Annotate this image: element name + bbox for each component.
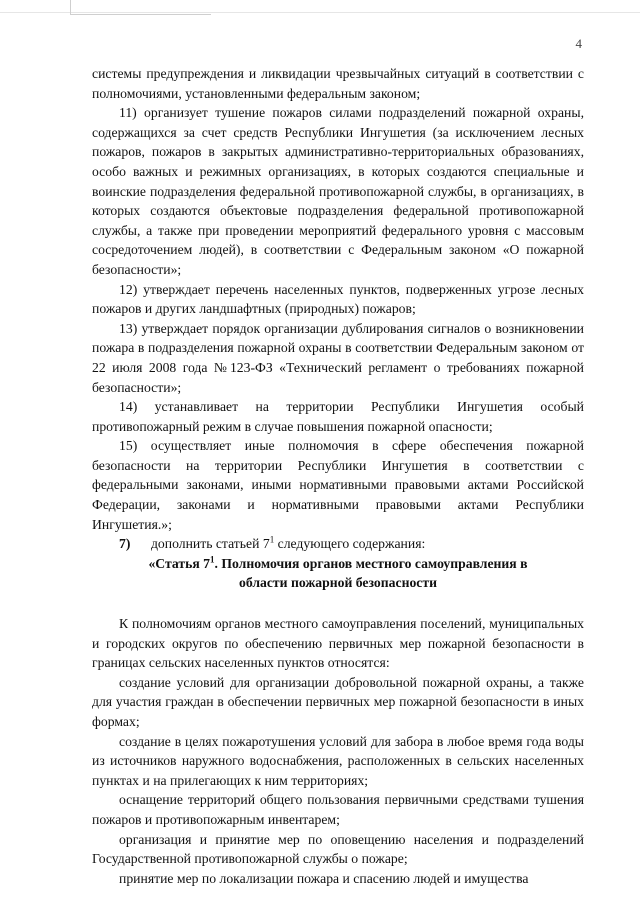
- paragraph-item-13: 13) утверждает порядок организации дублирования сигналов о возникновении пожара в подразделения пожарной охраны в соответствии Федеральным законом от 22 июля 2008 года №123-ФЗ «Технический регламент о требованиях пожарной безопасности»;: [92, 320, 584, 395]
- scan-artifact: [70, 0, 211, 15]
- article-bullet-4: организация и принятие мер по оповещению населения и подразделений Государственной противопожарной службы о пожаре;: [92, 831, 584, 867]
- article-bullet-3: оснащение территорий общего пользования первичными средствами тушения пожаров и противопожарным инвентарем;: [92, 792, 584, 827]
- item-7-text-after: следующего содержания:: [274, 536, 426, 552]
- article-heading: [92, 554, 584, 593]
- article-heading-sup: 1: [210, 554, 215, 565]
- paragraph-item-7: [92, 534, 584, 554]
- article-heading-title-2: области пожарной безопасности: [238, 575, 437, 591]
- paragraph-item-15: 15) осуществляет иные полномочия в сфере обеспечения пожарной безопасности на территории Республики Ингушетия в соответствии с федеральными законами, иными нормативными правовыми актами Российской Федерации, законами и нормативными правовыми актами Республики Ингушетия.»;: [92, 438, 584, 532]
- article-heading-prefix: «Статья 7: [148, 555, 211, 571]
- paragraph-continuation: системы предупреждения и ликвидации чрезвычайных ситуаций в соответствии с полномочиями, установленными федеральным законом;: [92, 66, 584, 101]
- paragraph-item-11: 11) организует тушение пожаров силами подразделений пожарной охраны, содержащихся за счет средств Республики Ингушетия (за исключением лесных пожаров, пожаров в закрытых административно-территориальных образованиях, особо важных и режимных организациях, в которых создаются специальные и воинские подразделения федеральной противопожарной службы, в организациях, в которых создаются объектовые подразделения федеральной противопожарной службы, а также при проведении мероприятий федерального уровня с массовым сосредоточением людей), в соответствии с Федеральным законом «О пожарной безопасности»;: [92, 105, 584, 277]
- page-number: 4: [575, 36, 582, 51]
- paragraph-item-12: 12) утверждает перечень населенных пунктов, подверженных угрозе лесных пожаров и других ландшафтных (природных) пожаров;: [92, 281, 584, 317]
- article-bullet-2: создание в целях пожаротушения условий для забора в любое время года воды из источников наружного водоснабжения, расположенных в сельских населенных пунктах и на прилегающих к ним территориях;: [92, 733, 584, 788]
- spacer: [92, 593, 584, 614]
- item-7-number: 7): [119, 536, 131, 552]
- item-7-text: дополнить статьей 7: [150, 536, 270, 552]
- article-bullet-5: принятие мер по локализации пожара и спасению людей и имущества: [119, 870, 529, 886]
- article-intro: К полномочиям органов местного самоуправления поселений, муниципальных и городских округов по обеспечению первичных мер пожарной безопасности в границах сельских населенных пунктов относятся:: [92, 616, 584, 671]
- paragraph-item-14: 14) устанавливает на территории Республики Ингушетия особый противопожарный режим в случае повышения пожарной опасности;: [92, 399, 584, 434]
- document-body: [92, 64, 584, 888]
- item-7-sup: 1: [269, 534, 275, 545]
- article-bullet-1: создание условий для организации добровольной пожарной охраны, а также для участия граждан в обеспечении первичных мер пожарной безопасности в иных формах;: [92, 674, 584, 729]
- article-heading-title-1: . Полномочия органов местного самоуправления в: [214, 555, 528, 571]
